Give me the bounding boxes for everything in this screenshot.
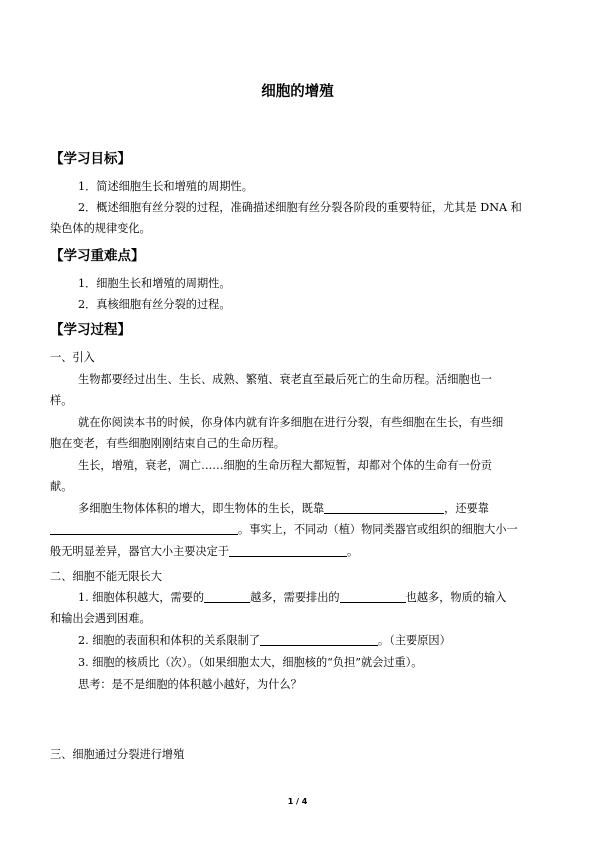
part-3-title: 三、细胞通过分裂进行增殖 [50,748,185,761]
question-1-line-1 [78,589,506,605]
page-number: 1 / 4 [287,797,308,806]
intro-paragraph-2-line-2: 胞在变老，有些细胞刚刚结束自己的生命历程。 [50,437,285,450]
heading-learning-process: 【学习过程】 [50,322,131,338]
fill-paragraph-text-b: ，还要靠 [444,502,489,515]
page-title: 细胞的增殖 [261,84,334,100]
fill-paragraph-text-e: 。 [347,545,359,558]
question-2 [78,632,451,648]
goal-item-2-line-1: 2．概述细胞有丝分裂的过程，准确描述细胞有丝分裂各阶段的重要特征，尤其是 DNA 和 [78,201,522,214]
question-1-text-a: 1. 细胞体积越大，需要的 [78,591,205,604]
answer-blank-6[interactable] [260,633,378,646]
intro-paragraph-1-line-2: 样。 [50,394,73,407]
answer-blank-4[interactable] [204,590,250,603]
fill-paragraph-line-3 [50,543,358,559]
question-2-text-a: 2. 细胞的表面积和体积的关系限制了 [78,634,261,647]
intro-paragraph-3-line-2: 献。 [50,480,73,493]
question-1-text-c: 也越多，物质的输入 [405,591,507,604]
question-1-text-b: 越多，需要排出的 [250,591,340,604]
answer-blank-2[interactable] [50,522,238,535]
question-2-text-b: 。（主要原因） [378,634,451,647]
part-1-title: 一、引入 [50,351,95,364]
heading-learning-goals: 【学习目标】 [50,151,131,167]
fill-paragraph-line-1 [78,500,489,516]
intro-paragraph-1-line-1: 生物都要经过出生、生长、成熟、繁殖、衰老直至最后死亡的生命历程。活细胞也一 [78,373,492,386]
fill-paragraph-text-a: 多细胞生物体体积的增大，即生物体的生长，既靠 [78,502,325,515]
fill-paragraph-text-d: 般无明显差异，器官大小主要决定于 [50,545,230,558]
answer-blank-3[interactable] [229,544,347,557]
key-point-item-2: 2．真核细胞有丝分裂的过程。 [78,298,231,311]
question-1-line-2: 和输出会遇到困难。 [50,612,151,625]
part-2-title: 二、细胞不能无限长大 [50,570,162,583]
intro-paragraph-3-line-1: 生长，增殖，衰老，凋亡……细胞的生命历程大都短暂，却都对个体的生命有一份贡 [78,459,492,472]
heading-key-points: 【学习重难点】 [50,248,145,264]
fill-paragraph-text-c: 。事实上，不同动（植）物同类器官或组织的细胞大小一 [238,523,518,536]
answer-blank-1[interactable] [324,501,444,514]
goal-item-1: 1．简述细胞生长和增殖的周期性。 [78,180,253,193]
think-question: 思考：是不是细胞的体积越小越好，为什么？ [78,678,302,691]
answer-blank-5[interactable] [340,590,406,603]
fill-paragraph-line-2 [50,521,518,537]
question-3: 3. 细胞的核质比（次）。（如果细胞太大，细胞核的“负担”就会过重）。 [78,656,423,669]
key-point-item-1: 1．细胞生长和增殖的周期性。 [78,277,231,290]
intro-paragraph-2-line-1: 就在你阅读本书的时候，你身体内就有许多细胞在进行分裂，有些细胞在生长，有些细 [78,416,504,429]
goal-item-2-line-2: 染色体的规律变化。 [50,222,151,235]
